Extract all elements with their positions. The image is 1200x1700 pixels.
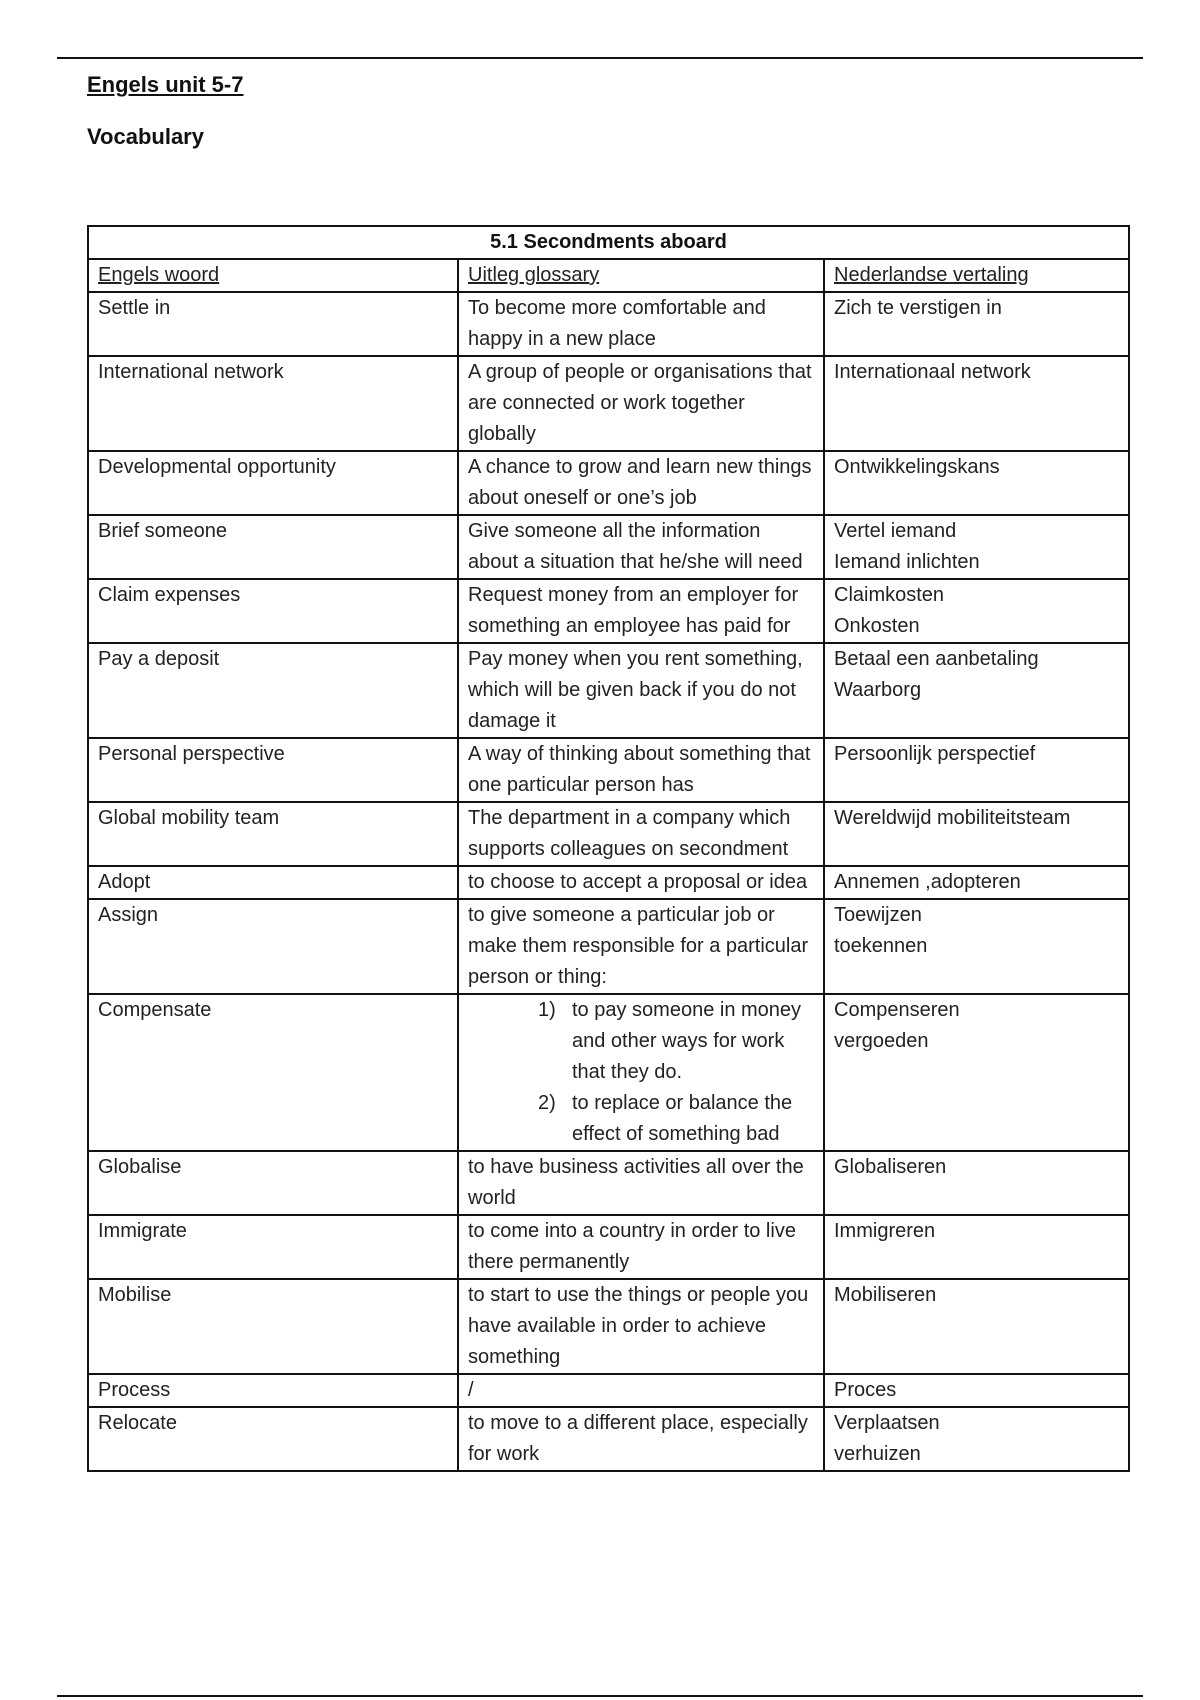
dutch-translation [824, 1279, 1129, 1374]
translation-line: Ontwikkelingskans [834, 456, 1000, 478]
glossary-definition: The department in a company which supports colleagues on secondment [458, 802, 824, 866]
translation-line: Onkosten [834, 615, 920, 637]
definition-list-item [538, 995, 814, 1088]
dutch-translation [824, 866, 1129, 899]
dutch-translation [824, 1407, 1129, 1471]
english-word: Adopt [88, 866, 458, 899]
dutch-translation [824, 802, 1129, 866]
dutch-translation [824, 899, 1129, 994]
table-title-row [88, 226, 1129, 259]
english-word: Developmental opportunity [88, 451, 458, 515]
table-row [88, 1407, 1129, 1471]
glossary-definition [458, 994, 824, 1151]
table-row [88, 994, 1129, 1151]
dutch-translation [824, 579, 1129, 643]
translation-line: vergoeden [834, 1030, 929, 1052]
column-header-dutch-translation: Nederlandse vertaling [824, 259, 1129, 292]
table-row [88, 356, 1129, 451]
table-row [88, 515, 1129, 579]
definition-list-item [538, 1088, 814, 1150]
glossary-definition: to come into a country in order to live there permanently [458, 1215, 824, 1279]
translation-line: Claimkosten [834, 584, 945, 606]
translation-line: Toewijzen [834, 904, 922, 926]
glossary-definition: / [458, 1374, 824, 1407]
column-header-english-word: Engels woord [88, 259, 458, 292]
list-text: to replace or balance the effect of something bad [572, 1092, 793, 1145]
english-word: Compensate [88, 994, 458, 1151]
translation-line: Vertel iemand [834, 520, 957, 542]
english-word: Brief someone [88, 515, 458, 579]
translation-line: Proces [834, 1379, 897, 1401]
footer-rule [57, 1695, 1143, 1697]
translation-line: Immigreren [834, 1220, 936, 1242]
list-text: to pay someone in money and other ways for work that they do. [572, 999, 802, 1083]
translation-line: Wereldwijd mobiliteitsteam [834, 807, 1071, 829]
translation-line: verhuizen [834, 1443, 921, 1465]
dutch-translation [824, 356, 1129, 451]
dutch-translation [824, 1215, 1129, 1279]
translation-line: Mobiliseren [834, 1284, 937, 1306]
english-word: Personal perspective [88, 738, 458, 802]
document-subtitle: Vocabulary [87, 124, 204, 149]
translation-line: Annemen ,adopteren [834, 871, 1021, 893]
table-row [88, 899, 1129, 994]
english-word: Assign [88, 899, 458, 994]
glossary-definition: A way of thinking about something that one particular person has [458, 738, 824, 802]
translation-line: Persoonlijk perspectief [834, 743, 1036, 765]
glossary-definition: to move to a different place, especially for work [458, 1407, 824, 1471]
english-word: Claim expenses [88, 579, 458, 643]
glossary-definition: Request money from an employer for something an employee has paid for [458, 579, 824, 643]
translation-line: Iemand inlichten [834, 551, 980, 573]
translation-line: toekennen [834, 935, 928, 957]
translation-line: Compenseren [834, 999, 960, 1021]
translation-line: Betaal een aanbetaling [834, 648, 1039, 670]
table-row [88, 866, 1129, 899]
glossary-definition: to start to use the things or people you have available in order to achieve something [458, 1279, 824, 1374]
header-rule [57, 57, 1143, 59]
english-word: Pay a deposit [88, 643, 458, 738]
dutch-translation [824, 643, 1129, 738]
dutch-translation [824, 1374, 1129, 1407]
translation-line: Internationaal network [834, 361, 1031, 383]
list-number: 1) [538, 999, 556, 1021]
table-row [88, 1151, 1129, 1215]
glossary-definition: A group of people or organisations that are connected or work together globally [458, 356, 824, 451]
document-title: Engels unit 5-7 [87, 72, 244, 97]
translation-line: Waarborg [834, 679, 922, 701]
table-row [88, 643, 1129, 738]
glossary-definition: A chance to grow and learn new things about oneself or one’s job [458, 451, 824, 515]
dutch-translation [824, 451, 1129, 515]
translation-line: Globaliseren [834, 1156, 947, 1178]
vocabulary-table [87, 225, 1130, 1472]
translation-line: Zich te verstigen in [834, 297, 1002, 319]
glossary-definition: to have business activities all over the world [458, 1151, 824, 1215]
table-row [88, 1215, 1129, 1279]
dutch-translation [824, 515, 1129, 579]
table-row [88, 1279, 1129, 1374]
list-number: 2) [538, 1092, 556, 1114]
translation-line: Verplaatsen [834, 1412, 940, 1434]
glossary-definition: Pay money when you rent something, which will be given back if you do not damage it [458, 643, 824, 738]
table-row [88, 738, 1129, 802]
definition-list [468, 995, 814, 1150]
column-header-glossary: Uitleg glossary [458, 259, 824, 292]
glossary-definition: to give someone a particular job or make them responsible for a particular person or thing: [458, 899, 824, 994]
dutch-translation [824, 738, 1129, 802]
english-word: International network [88, 356, 458, 451]
dutch-translation [824, 1151, 1129, 1215]
table-row [88, 451, 1129, 515]
column-header-row [88, 259, 1129, 292]
dutch-translation [824, 292, 1129, 356]
english-word: Relocate [88, 1407, 458, 1471]
table-title: 5.1 Secondments aboard [88, 226, 1129, 259]
english-word: Globalise [88, 1151, 458, 1215]
dutch-translation [824, 994, 1129, 1151]
english-word: Settle in [88, 292, 458, 356]
english-word: Process [88, 1374, 458, 1407]
english-word: Global mobility team [88, 802, 458, 866]
table-row [88, 802, 1129, 866]
glossary-definition: to choose to accept a proposal or idea [458, 866, 824, 899]
table-row [88, 292, 1129, 356]
english-word: Mobilise [88, 1279, 458, 1374]
english-word: Immigrate [88, 1215, 458, 1279]
table-row [88, 1374, 1129, 1407]
table-row [88, 579, 1129, 643]
glossary-definition: Give someone all the information about a situation that he/she will need [458, 515, 824, 579]
glossary-definition: To become more comfortable and happy in a new place [458, 292, 824, 356]
